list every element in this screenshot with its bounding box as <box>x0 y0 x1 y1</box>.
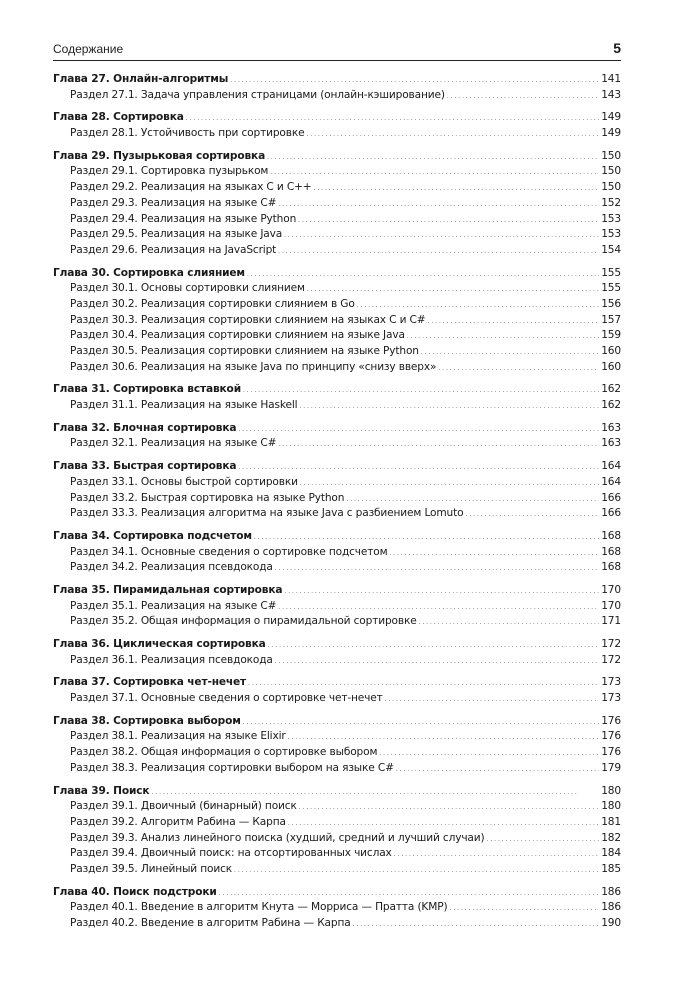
toc-chapter-entry-title: Глава 27. Онлайн-алгоритмы <box>53 73 229 85</box>
toc-section-entry-page: 181 <box>601 815 621 828</box>
toc-section-entry[interactable] <box>53 599 621 615</box>
toc-section-entry-title: Раздел 33.3. Реализация алгоритма на языке Java с разбиением Lomuto <box>70 507 464 520</box>
toc-section-entry[interactable] <box>53 344 621 360</box>
dot-leader <box>275 560 599 577</box>
toc-section-entry-title: Раздел 35.1. Реализация на языке C# <box>70 599 277 612</box>
toc-chapter <box>53 714 621 777</box>
toc-section-entry-page: 168 <box>601 545 621 558</box>
dot-leader <box>268 637 600 654</box>
toc-chapter-entry-title: Глава 40. Поиск подстроки <box>53 885 217 898</box>
toc-section-entry-page: 153 <box>601 228 621 241</box>
dot-leader <box>407 328 599 345</box>
toc-chapter <box>53 149 621 259</box>
toc-section-entry[interactable] <box>53 227 621 243</box>
toc-section-entry[interactable] <box>53 243 621 259</box>
dot-leader <box>288 815 599 832</box>
toc-chapter <box>53 583 621 630</box>
toc-section-entry[interactable] <box>53 491 621 507</box>
toc-section-entry-page: 163 <box>601 437 621 450</box>
dot-leader <box>394 846 600 863</box>
toc-chapter-entry-title: Глава 36. Циклическая сортировка <box>53 638 266 650</box>
toc-chapter-entry[interactable] <box>53 637 621 653</box>
toc-section-entry-title: Раздел 40.1. Введение в алгоритм Кнута — Морриса — Пратта (KMP) <box>70 901 448 914</box>
toc-section-entry-page: 170 <box>601 599 621 612</box>
toc-section-entry-page: 166 <box>601 491 621 504</box>
toc-chapter-entry[interactable] <box>53 110 621 126</box>
toc-section-entry-title: Раздел 29.6. Реализация на JavaScript <box>70 243 277 256</box>
document-page <box>53 40 621 939</box>
toc-section-entry[interactable] <box>53 297 621 313</box>
dot-leader <box>219 885 600 902</box>
toc-chapter <box>53 675 621 706</box>
toc-chapter-entry-page: 141 <box>601 73 621 85</box>
dot-leader <box>234 862 599 879</box>
toc-section-entry-page: 154 <box>601 243 621 256</box>
toc-section-entry-page: 182 <box>601 831 621 844</box>
toc-chapter <box>53 459 621 522</box>
toc-section-entry-title: Раздел 30.2. Реализация сортировки слиянием в Go <box>70 297 355 310</box>
toc-section-entry-page: 180 <box>601 800 621 813</box>
toc-chapter-entry-page: 186 <box>601 885 621 898</box>
toc-section-entry-page: 179 <box>601 761 621 774</box>
toc-section-entry[interactable] <box>53 281 621 297</box>
toc-section-entry-title: Раздел 36.1. Реализация псевдокода <box>70 653 273 666</box>
toc-section-entry[interactable] <box>53 212 621 228</box>
dot-leader <box>299 799 600 816</box>
toc-section-entry-page: 152 <box>601 196 621 209</box>
toc-section-entry-page: 185 <box>601 862 621 875</box>
toc-section-entry-title: Раздел 38.2. Общая информация о сортировке выбором <box>70 746 378 759</box>
toc-chapter-entry-page: 155 <box>601 266 621 279</box>
dot-leader <box>278 243 599 260</box>
toc-chapter-entry[interactable] <box>53 885 621 901</box>
dot-leader <box>385 691 600 708</box>
toc-section-entry-title: Раздел 37.1. Основные сведения о сортировке чет-нечет <box>70 692 383 705</box>
dot-leader <box>307 281 599 298</box>
toc-section-entry[interactable] <box>53 475 621 491</box>
toc-chapter-entry-title: Глава 30. Сортировка слиянием <box>53 266 245 279</box>
toc-section-entry[interactable] <box>53 313 621 329</box>
toc-section-entry-page: 190 <box>601 917 621 929</box>
dot-leader <box>438 360 599 377</box>
toc-chapter-entry[interactable] <box>53 529 621 545</box>
toc-section-entry-title: Раздел 28.1. Устойчивость при сортировке <box>70 127 305 140</box>
toc-section-entry[interactable] <box>53 729 621 745</box>
toc-section-entry-title: Раздел 30.4. Реализация сортировки слиянием на языке Java <box>70 329 405 342</box>
toc-section-entry-page: 160 <box>601 345 621 357</box>
running-title: Содержание <box>53 42 124 56</box>
toc-chapter-entry[interactable] <box>53 459 621 475</box>
toc-section-entry-title: Раздел 39.1. Двоичный (бинарный) поиск <box>70 800 297 813</box>
dot-leader <box>230 72 599 89</box>
dot-leader <box>314 180 600 197</box>
toc-section-entry-title: Раздел 29.2. Реализация на языках C и C++ <box>70 181 312 194</box>
toc-section-entry-page: 184 <box>601 847 621 860</box>
dot-leader <box>278 599 599 616</box>
toc-chapter-entry-title: Глава 34. Сортировка подсчетом <box>53 529 252 542</box>
dot-leader <box>449 900 599 917</box>
dot-leader <box>299 398 599 415</box>
toc-section-entry-page: 162 <box>601 399 621 412</box>
toc-section-entry-title: Раздел 39.2. Алгоритм Рабина — Карпа <box>70 815 286 828</box>
toc-section-entry-title: Раздел 32.1. Реализация на языке C# <box>70 437 277 450</box>
table-of-contents <box>53 72 621 932</box>
toc-section-entry-page: 172 <box>601 653 621 666</box>
dot-leader <box>238 421 599 438</box>
toc-section-entry[interactable] <box>53 88 621 104</box>
toc-chapter-entry-page: 172 <box>601 638 621 650</box>
toc-chapter <box>53 637 621 668</box>
toc-section-entry-page: 168 <box>601 561 621 574</box>
toc-section-entry[interactable] <box>53 815 621 831</box>
toc-chapter-entry-page: 149 <box>601 111 621 124</box>
toc-section-entry-page: 156 <box>601 297 621 310</box>
toc-section-entry-title: Раздел 35.2. Общая информация о пирамидальной сортировке <box>70 615 417 628</box>
toc-chapter-entry-page: 180 <box>601 784 621 797</box>
toc-section-entry-page: 157 <box>601 313 621 326</box>
toc-section-entry[interactable] <box>53 691 621 707</box>
toc-section-entry-title: Раздел 40.2. Введение в алгоритм Рабина — Карпа <box>70 917 351 929</box>
toc-section-entry-title: Раздел 30.1. Основы сортировки слиянием <box>70 282 305 295</box>
toc-section-entry-title: Раздел 29.1. Сортировка пузырьком <box>70 165 269 178</box>
toc-chapter-entry[interactable] <box>53 784 621 800</box>
dot-leader <box>396 761 599 778</box>
toc-section-entry-title: Раздел 29.4. Реализация на языке Python <box>70 212 297 225</box>
dot-leader <box>389 545 599 562</box>
toc-section-entry-title: Раздел 29.5. Реализация на языке Java <box>70 228 283 241</box>
toc-chapter-entry-title: Глава 32. Блочная сортировка <box>53 421 237 434</box>
dot-leader <box>346 491 599 508</box>
toc-chapter-entry-page: 170 <box>601 583 621 596</box>
toc-chapter-entry[interactable] <box>53 714 621 730</box>
toc-chapter <box>53 784 621 878</box>
toc-section-entry[interactable] <box>53 196 621 212</box>
toc-chapter-entry-page: 150 <box>601 149 621 162</box>
toc-chapter <box>53 421 621 452</box>
dot-leader <box>270 164 599 181</box>
dot-leader <box>288 729 600 746</box>
dot-leader <box>300 475 599 492</box>
toc-section-entry[interactable] <box>53 180 621 196</box>
toc-section-entry[interactable] <box>53 614 621 630</box>
toc-chapter-entry-page: 163 <box>601 421 621 434</box>
toc-section-entry-page: 143 <box>601 88 621 101</box>
toc-section-entry-page: 149 <box>601 127 621 140</box>
toc-chapter-entry-page: 168 <box>601 529 621 542</box>
toc-section-entry-title: Раздел 30.3. Реализация сортировки слиянием на языках C и C# <box>70 313 426 326</box>
toc-section-entry-page: 166 <box>601 507 621 520</box>
dot-leader <box>419 614 600 631</box>
toc-section-entry-page: 159 <box>601 329 621 342</box>
toc-section-entry-title: Раздел 27.1. Задача управления страницами (онлайн-кэширование) <box>70 88 445 101</box>
toc-section-entry[interactable] <box>53 653 621 669</box>
toc-chapter-entry-title: Глава 39. Поиск <box>53 784 150 797</box>
toc-section-entry[interactable] <box>53 506 621 522</box>
dot-leader <box>465 506 599 523</box>
toc-section-entry[interactable] <box>53 761 621 777</box>
dot-leader <box>248 675 599 692</box>
toc-section-entry[interactable] <box>53 745 621 761</box>
toc-section-entry-page: 155 <box>601 282 621 295</box>
toc-section-entry[interactable] <box>53 916 621 932</box>
toc-section-entry[interactable] <box>53 360 621 376</box>
toc-section-entry-title: Раздел 39.4. Двоичный поиск: на отсортированных числах <box>70 847 392 860</box>
dot-leader <box>447 88 599 105</box>
toc-section-entry[interactable] <box>53 164 621 180</box>
toc-chapter-entry-title: Глава 37. Сортировка чет-нечет <box>53 676 247 689</box>
toc-chapter <box>53 72 621 103</box>
toc-chapter-entry-page: 176 <box>601 714 621 727</box>
dot-leader <box>278 436 599 453</box>
toc-section-entry[interactable] <box>53 328 621 344</box>
dot-leader <box>357 297 600 314</box>
toc-chapter <box>53 382 621 413</box>
toc-section-entry[interactable] <box>53 545 621 561</box>
toc-section-entry-title: Раздел 33.1. Основы быстрой сортировки <box>70 475 298 488</box>
toc-section-entry[interactable] <box>53 560 621 576</box>
toc-section-entry-page: 186 <box>601 901 621 914</box>
toc-chapter-entry-title: Глава 35. Пирамидальная сортировка <box>53 583 283 596</box>
toc-section-entry-page: 150 <box>601 165 621 178</box>
toc-section-entry-title: Раздел 33.2. Быстрая сортировка на языке Python <box>70 491 345 504</box>
dot-leader <box>353 916 600 933</box>
toc-chapter-entry-title: Глава 38. Сортировка выбором <box>53 714 241 727</box>
dot-leader <box>428 313 600 330</box>
dot-leader <box>243 382 599 399</box>
toc-section-entry-title: Раздел 29.3. Реализация на языке C# <box>70 196 277 209</box>
toc-section-entry[interactable] <box>53 900 621 916</box>
toc-section-entry[interactable] <box>53 831 621 847</box>
page-number: 5 <box>613 40 621 56</box>
toc-section-entry-title: Раздел 39.3. Анализ линейного поиска (худший, средний и лучший случаи) <box>70 831 485 844</box>
toc-chapter-entry[interactable] <box>53 149 621 165</box>
toc-section-entry[interactable] <box>53 398 621 414</box>
dot-leader <box>284 227 599 244</box>
toc-chapter-entry[interactable] <box>53 421 621 437</box>
page-header <box>53 40 621 61</box>
toc-section-entry[interactable] <box>53 436 621 452</box>
toc-section-entry-page: 160 <box>601 360 621 373</box>
toc-section-entry[interactable] <box>53 846 621 862</box>
dot-leader <box>186 110 599 127</box>
toc-chapter <box>53 529 621 576</box>
toc-section-entry[interactable] <box>53 862 621 878</box>
toc-chapter-entry[interactable] <box>53 583 621 599</box>
dot-leader <box>298 212 599 229</box>
toc-section-entry-title: Раздел 39.5. Линейный поиск <box>70 862 233 875</box>
dot-leader <box>275 653 599 670</box>
dot-leader <box>243 714 599 731</box>
toc-chapter <box>53 266 621 376</box>
toc-section-entry-page: 150 <box>601 181 621 194</box>
toc-chapter <box>53 110 621 141</box>
dot-leader <box>254 529 599 546</box>
toc-section-entry-page: 173 <box>601 692 621 705</box>
toc-chapter-entry[interactable] <box>53 675 621 691</box>
toc-section-entry-page: 171 <box>601 615 621 628</box>
toc-section-entry-title: Раздел 31.1. Реализация на языке Haskell <box>70 399 298 412</box>
toc-section-entry-title: Раздел 30.6. Реализация на языке Java по принципу «снизу вверх» <box>70 360 437 373</box>
dot-leader <box>284 583 599 600</box>
toc-section-entry-page: 176 <box>601 730 621 743</box>
dot-leader <box>421 344 599 361</box>
toc-chapter-entry-page: 162 <box>601 383 621 396</box>
toc-section-entry[interactable] <box>53 799 621 815</box>
dot-leader <box>247 266 599 283</box>
toc-section-entry-title: Раздел 38.1. Реализация на языке Elixir <box>70 730 286 743</box>
toc-chapter-entry-page: 173 <box>601 676 621 689</box>
toc-section-entry-page: 176 <box>601 746 621 759</box>
toc-section-entry-title: Раздел 38.3. Реализация сортировки выбором на языке C# <box>70 761 394 774</box>
toc-chapter-entry-title: Глава 28. Сортировка <box>53 111 184 124</box>
toc-section-entry-title: Раздел 30.5. Реализация сортировки слиянием на языке Python <box>70 345 419 357</box>
dot-leader <box>267 149 599 166</box>
dot-leader <box>278 196 599 213</box>
toc-section-entry-title: Раздел 34.2. Реализация псевдокода <box>70 561 273 574</box>
toc-section-entry-title: Раздел 34.1. Основные сведения о сортировке подсчетом <box>70 545 388 558</box>
dot-leader <box>306 126 599 143</box>
toc-chapter-entry-title: Глава 29. Пузырьковая сортировка <box>53 149 266 162</box>
dot-leader <box>238 459 599 476</box>
toc-section-entry-page: 164 <box>601 475 621 488</box>
dot-leader <box>487 831 600 848</box>
toc-chapter-entry-title: Глава 31. Сортировка вставкой <box>53 383 241 396</box>
toc-chapter-entry[interactable] <box>53 72 621 88</box>
toc-chapter-entry-page: 164 <box>601 460 621 473</box>
toc-section-entry-page: 153 <box>601 212 621 225</box>
dot-leader <box>151 784 599 801</box>
dot-leader <box>379 745 599 762</box>
toc-chapter <box>53 885 621 932</box>
toc-chapter-entry[interactable] <box>53 382 621 398</box>
toc-chapter-entry-title: Глава 33. Быстрая сортировка <box>53 460 237 473</box>
toc-chapter-entry[interactable] <box>53 266 621 282</box>
toc-section-entry[interactable] <box>53 126 621 142</box>
